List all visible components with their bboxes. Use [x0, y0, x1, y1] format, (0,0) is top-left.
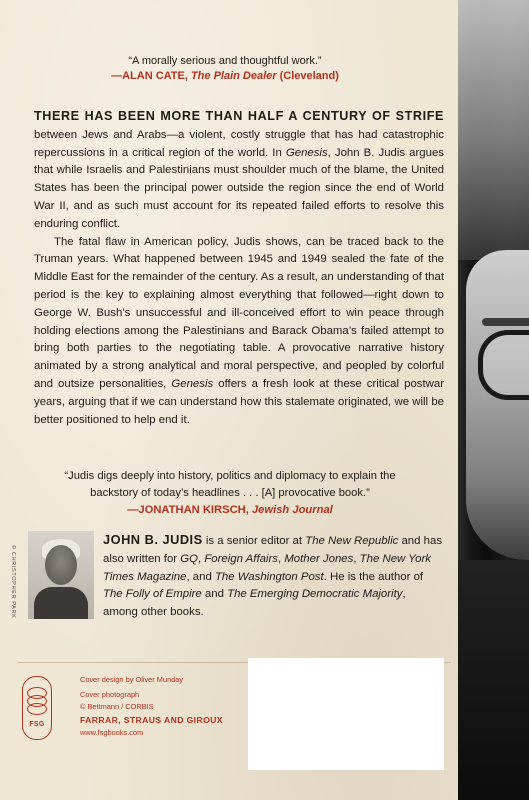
book-title: Genesis — [171, 377, 214, 390]
author-bio — [103, 531, 443, 622]
publisher-name: FARRAR, STRAUS AND GIROUX — [80, 715, 223, 726]
review-top-source: The Plain Dealer — [190, 70, 277, 82]
description-paragraph-1 — [34, 108, 444, 234]
description-paragraph-2 — [34, 234, 444, 430]
author-book: The Emerging Democratic Majority — [227, 588, 403, 601]
publication: Mother Jones — [284, 552, 354, 565]
publication: The Washington Post — [214, 570, 324, 583]
bio-text: . He is the author of — [323, 570, 424, 583]
description-text: between Jews and Arabs—a violent, costly struggle that has had catastrophic repercussions in a critical region of the world. In — [34, 128, 444, 159]
bio-text: , — [277, 552, 285, 565]
review-mid-quote: “Judis digs deeply into history, politics and diplomacy to explain the backstory of today’s headlines . . . [A] provocative book.” — [64, 470, 396, 499]
description-lead: THERE HAS BEEN MORE THAN HALF A CENTURY OF STRIFE — [34, 109, 444, 123]
author-shirt — [34, 587, 88, 619]
bio-text: , among other books. — [103, 588, 406, 619]
cover-design-credit: Cover design by Oliver Munday — [80, 675, 184, 684]
bio-text: , — [197, 552, 205, 565]
photo-hair — [458, 0, 529, 260]
author-head — [45, 545, 77, 585]
book-description — [34, 108, 444, 429]
publisher-website: www.fsgbooks.com — [80, 727, 144, 737]
publication: GQ — [180, 552, 198, 565]
review-top — [60, 54, 390, 84]
bio-text: and has also written for — [103, 535, 443, 565]
review-mid-attribution — [50, 502, 410, 519]
logo-ring — [27, 703, 47, 715]
publication: The New Republic — [305, 535, 399, 547]
logo-text: FSG — [29, 721, 45, 728]
cover-photo-strip — [458, 0, 529, 800]
fsg-logo-icon — [22, 676, 52, 740]
description-text: , John B. Judis argues that while Israelis and Palestinians must shoulder much of the blame, the United States has been the principal power outside the region since the end of World War II, and as such must account for its repeated failed efforts to resolve this enduring conflict. — [34, 146, 444, 230]
bio-text: , and — [186, 570, 215, 583]
review-mid-critic: —JONATHAN KIRSCH, — [127, 504, 252, 516]
bio-text: is a senior editor at — [202, 535, 306, 547]
review-top-location: (Cleveland) — [276, 70, 339, 82]
review-top-quote: “A morally serious and thoughtful work.” — [128, 55, 322, 67]
photo-face — [466, 250, 529, 560]
review-top-attribution — [60, 69, 390, 84]
author-photo — [28, 531, 94, 619]
bio-text: , — [353, 552, 360, 565]
review-mid — [50, 468, 410, 519]
cover-photo-credit: © Bettmann / CORBIS — [80, 701, 154, 711]
barcode-area — [248, 658, 444, 770]
review-mid-source: Jewish Journal — [251, 504, 333, 516]
photo-collar — [458, 560, 529, 800]
bio-text: and — [201, 588, 228, 601]
author-name: JOHN B. JUDIS — [103, 532, 203, 547]
publication: Foreign Affairs — [204, 552, 278, 565]
book-title: Genesis — [285, 146, 328, 159]
review-top-critic: —ALAN CATE, — [111, 70, 191, 82]
photo-glasses — [478, 330, 529, 400]
photo-credit: © CHRISTOPHER PARK — [10, 545, 16, 619]
photo-brow — [482, 318, 529, 326]
publication: The New York Times Magazine — [103, 552, 432, 583]
description-text: offers a fresh look at these critical postwar years, arguing that if we can understand how this stalemate originated, we will be better positioned to help end it. — [34, 377, 444, 426]
cover-photo-label: Cover photograph — [80, 690, 140, 700]
author-book: The Folly of Empire — [103, 588, 202, 601]
description-text: The fatal flaw in American policy, Judis shows, can be traced back to the Truman years. What happened between 1945 and 1949 sealed the fate of the Middle East for the remainder of the century. As a result, an understanding of that period is the key to explaining almost everything that followed—right down to George W. Bush’s unsuccessful and ill-conceived effort to win peace through holding elections among the Palestinians and Barack Obama’s failed attempt to bring both parties to the negotiating table. A provocative narrative history animated by a strong analytical and moral perspective, and peopled by colorful and outsize personalities, — [34, 235, 444, 390]
